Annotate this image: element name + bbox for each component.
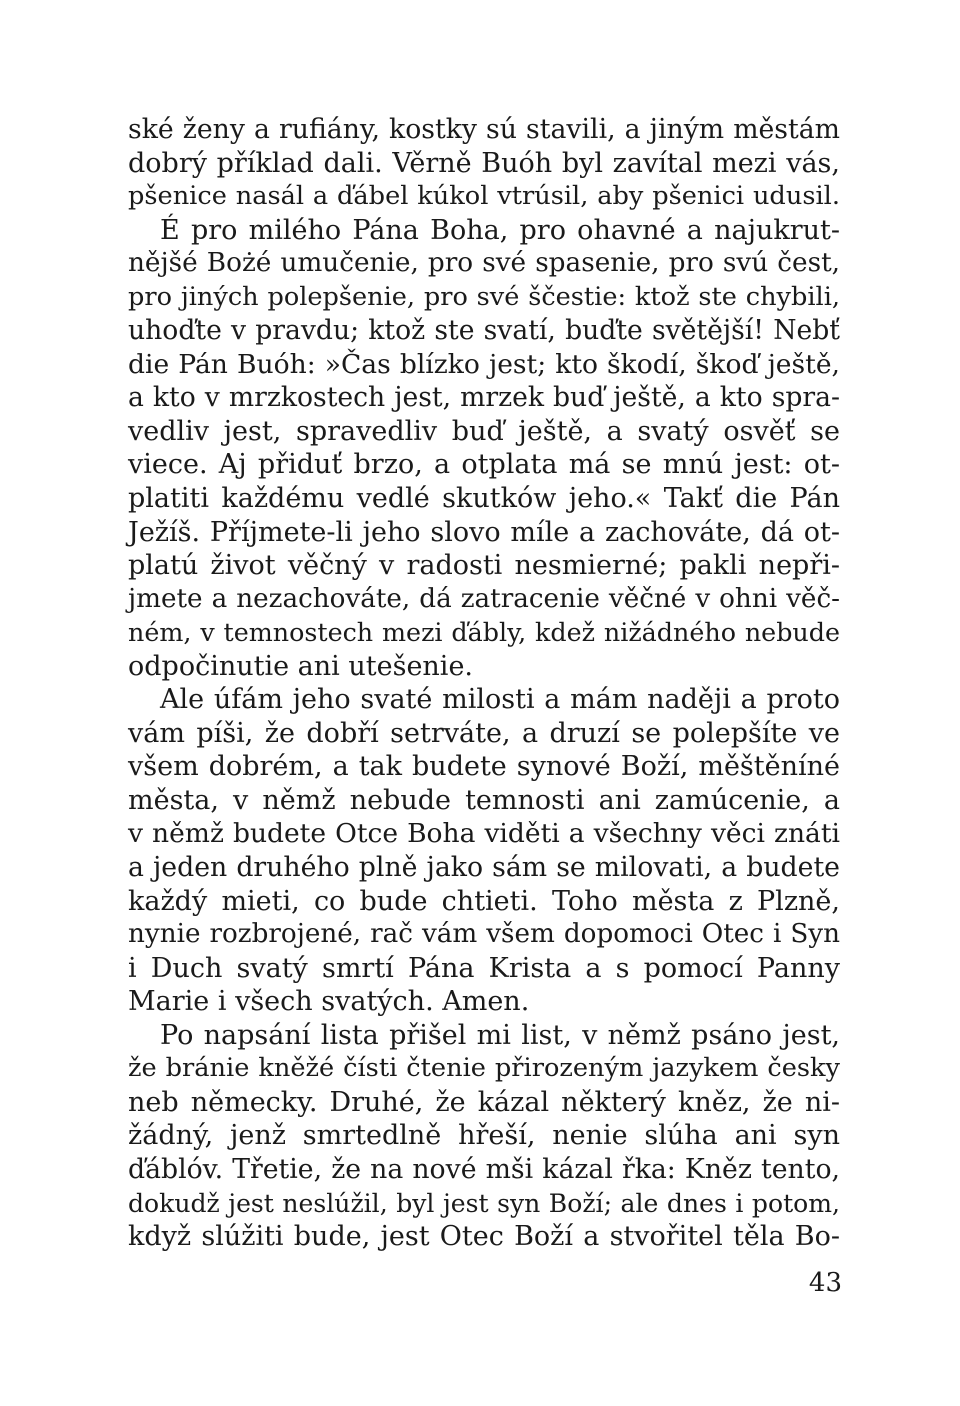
text-line: Ale úfám jeho svaté milosti a mám naději a proto <box>160 684 840 716</box>
text-line: odpočinutie ani utešenie. <box>128 650 474 682</box>
text-line: ďáblóv. Třetie, že na nové mši kázal řka: Kněz tento, <box>128 1153 840 1185</box>
body-text <box>128 113 840 1254</box>
text-line: že bránie kněžé čísti čtenie přirozeným jazykem česky <box>128 1053 840 1084</box>
text-line: města, v němž nebude temnosti ani zamúcenie, a <box>128 784 840 816</box>
text-line: nynie rozbrojené, rač vám všem dopomoci Otec i Syn <box>128 919 840 950</box>
text-line: každý mieti, co bude chtieti. Toho města z Plzně, <box>128 885 840 917</box>
text-line: pšenice nasál a ďábel kúkol vtrúsil, aby pšenici udusil. <box>128 181 840 212</box>
text-line: žádný, jenž smrtedlně hřeší, nenie slúha ani syn <box>128 1120 840 1152</box>
text-line: dobrý příklad dali. Věrně Buóh byl zavítal mezi vás, <box>128 147 840 179</box>
text-line: ném, v temnostech mezi ďábly, kdež nižádného nebude <box>128 617 840 648</box>
text-line: platú život věčný v radosti nesmierné; pakli nepři- <box>128 550 840 582</box>
text-line: když slúžiti bude, jest Otec Boží a stvořitel těla Bo- <box>128 1221 840 1253</box>
text-line: Ježíš. Příjmete-li jeho slovo míle a zachováte, dá ot- <box>128 516 840 548</box>
text-line: i Duch svatý smrtí Pána Krista a s pomocí Panny <box>128 952 840 984</box>
text-line: ské ženy a rufiány, kostky sú stavili, a jiným městám <box>128 114 840 145</box>
text-line: nějšé Bożé umučenie, pro své spasenie, pro svú čest, <box>128 248 840 279</box>
page-number: 43 <box>808 1268 842 1298</box>
text-line: uhoďte v pravdu; ktož ste svatí, buďte světější! Nebť <box>128 315 840 347</box>
text-line: platiti každému vedlé skutków jeho.« Takť die Pán <box>128 483 840 515</box>
text-line: die Pán Buóh: »Čas blízko jest; kto škodí, škoď ještě, <box>128 348 840 380</box>
text-line: viece. Aj přiduť brzo, a otplata má se mnú jest: ot- <box>128 449 840 481</box>
text-line: v němž budete Otce Boha viděti a všechny věci znáti <box>128 818 840 850</box>
text-line: Marie i všech svatých. Amen. <box>128 986 530 1018</box>
text-line: É pro milého Pána Boha, pro ohavné a najukrut- <box>160 214 840 246</box>
text-line: pro jiných polepšenie, pro své ščestie: ktož ste chybili, <box>128 281 840 312</box>
text-line: dokudž jest neslúžil, byl jest syn Boží; ale dnes i potom, <box>128 1188 840 1218</box>
text-line: jmete a nezachováte, dá zatracenie věčné v ohni věč- <box>128 583 840 614</box>
text-line: a kto v mrzkostech jest, mrzek buď ještě, a kto spra- <box>128 382 840 414</box>
text-line: Po napsání lista přišel mi list, v němž psáno jest, <box>160 1019 840 1051</box>
text-line: neb německy. Druhé, že kázal některý kněz, že ni- <box>128 1086 840 1118</box>
text-line: vám píši, že dobří setrváte, a druzí se polepšíte ve <box>128 717 840 749</box>
text-line: a jeden druhého plně jako sám se milovati, a budete <box>128 852 840 884</box>
text-line: všem dobrém, a tak budete synové Boží, měštěníné <box>128 751 840 783</box>
text-line: vedliv jest, spravedliv buď ještě, a svatý osvěť se <box>128 415 840 447</box>
